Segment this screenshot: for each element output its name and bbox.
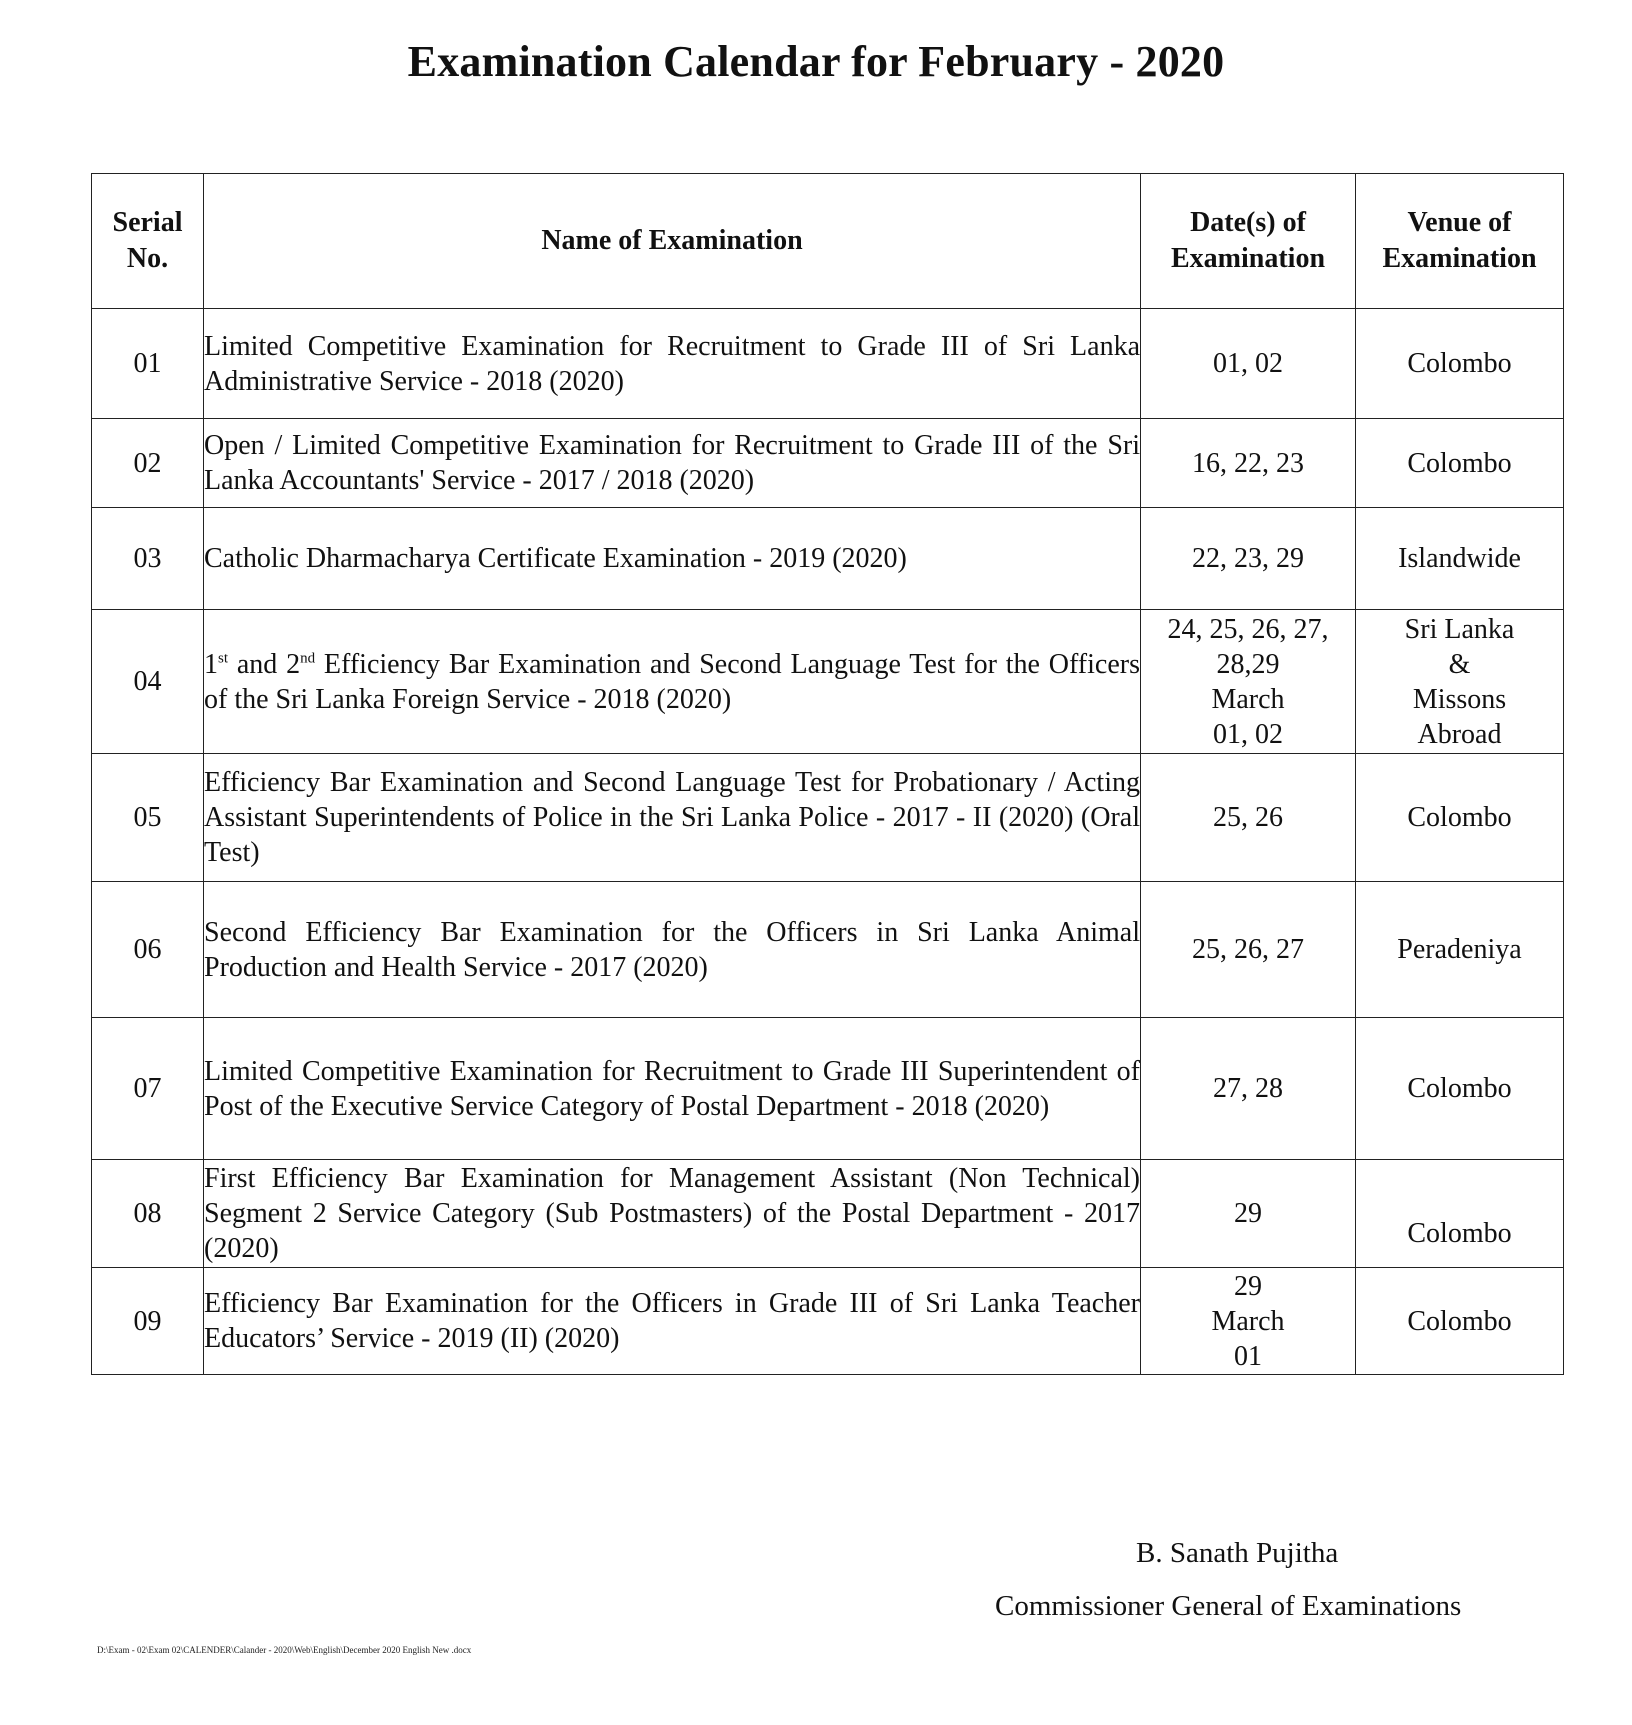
examination-name: 1st and 2nd Efficiency Bar Examination and Second Language Test for the Officers of the Sri Lanka Foreign Service - 2018 (2020) <box>204 610 1141 754</box>
serial-no: 08 <box>92 1160 204 1268</box>
examination-name: Open / Limited Competitive Examination for Recruitment to Grade III of the Sri Lanka Accountants' Service - 2017 / 2018 (2020) <box>204 419 1141 508</box>
header-name-of-examination: Name of Examination <box>204 174 1141 309</box>
serial-no: 01 <box>92 309 204 419</box>
header-venue-of-examination: Venue of Examination <box>1356 174 1564 309</box>
examination-dates: 29 <box>1141 1160 1356 1268</box>
examination-name: First Efficiency Bar Examination for Management Assistant (Non Technical) Segment 2 Service Category (Sub Postmasters) of the Postal Department - 2017 (2020) <box>204 1160 1141 1268</box>
serial-no: 02 <box>92 419 204 508</box>
table-row <box>92 419 1564 508</box>
examination-dates: 25, 26, 27 <box>1141 882 1356 1018</box>
serial-no: 04 <box>92 610 204 754</box>
serial-no: 05 <box>92 754 204 882</box>
table-row <box>92 754 1564 882</box>
serial-no: 09 <box>92 1268 204 1375</box>
table-row <box>92 508 1564 610</box>
examination-dates: 16, 22, 23 <box>1141 419 1356 508</box>
examination-venue: Colombo <box>1356 309 1564 419</box>
examination-venue: Colombo <box>1356 754 1564 882</box>
examination-venue: Sri Lanka & Missons Abroad <box>1356 610 1564 754</box>
serial-no: 07 <box>92 1018 204 1160</box>
examination-name: Efficiency Bar Examination for the Officers in Grade III of Sri Lanka Teacher Educators’ Service - 2019 (II) (2020) <box>204 1268 1141 1375</box>
page-title: Examination Calendar for February - 2020 <box>407 37 1225 86</box>
examination-dates: 29 March 01 <box>1141 1268 1356 1375</box>
table-row <box>92 1018 1564 1160</box>
examination-venue: Colombo <box>1356 1268 1564 1375</box>
examination-venue: Colombo <box>1356 419 1564 508</box>
table-row <box>92 309 1564 419</box>
table-row <box>92 610 1564 754</box>
examination-venue: Colombo <box>1356 1160 1564 1268</box>
examination-name: Limited Competitive Examination for Recruitment to Grade III Superintendent of Post of the Executive Service Category of Postal Department - 2018 (2020) <box>204 1018 1141 1160</box>
examination-dates: 22, 23, 29 <box>1141 508 1356 610</box>
table-row <box>92 882 1564 1018</box>
examination-name: Second Efficiency Bar Examination for the Officers in Sri Lanka Animal Production and Health Service - 2017 (2020) <box>204 882 1141 1018</box>
header-serial-no: Serial No. <box>92 174 204 309</box>
table-row <box>92 1268 1564 1375</box>
serial-no: 06 <box>92 882 204 1018</box>
table-header-row <box>92 174 1564 309</box>
document-file-path: D:\Exam - 02\Exam 02\CALENDER\Calander - 2020\Web\English\December 2020 English New .docx <box>97 1645 472 1655</box>
header-dates-of-examination: Date(s) of Examination <box>1141 174 1356 309</box>
examination-calendar-table <box>91 173 1564 1375</box>
table-row <box>92 1160 1564 1268</box>
examination-name: Catholic Dharmacharya Certificate Examination - 2019 (2020) <box>204 508 1141 610</box>
examination-dates: 27, 28 <box>1141 1018 1356 1160</box>
examination-venue: Colombo <box>1356 1018 1564 1160</box>
examination-name: Limited Competitive Examination for Recruitment to Grade III of Sri Lanka Administrative Service - 2018 (2020) <box>204 309 1141 419</box>
signatory-title: Commissioner General of Examinations <box>995 1590 1462 1622</box>
examination-dates: 25, 26 <box>1141 754 1356 882</box>
examination-name: Efficiency Bar Examination and Second Language Test for Probationary / Acting Assistant Superintendents of Police in the Sri Lanka Police - 2017 - II (2020) (Oral Test) <box>204 754 1141 882</box>
examination-venue: Islandwide <box>1356 508 1564 610</box>
examination-dates: 01, 02 <box>1141 309 1356 419</box>
examination-venue: Peradeniya <box>1356 882 1564 1018</box>
signatory-name: B. Sanath Pujitha <box>1136 1537 1339 1569</box>
serial-no: 03 <box>92 508 204 610</box>
examination-dates: 24, 25, 26, 27, 28,29 March 01, 02 <box>1141 610 1356 754</box>
